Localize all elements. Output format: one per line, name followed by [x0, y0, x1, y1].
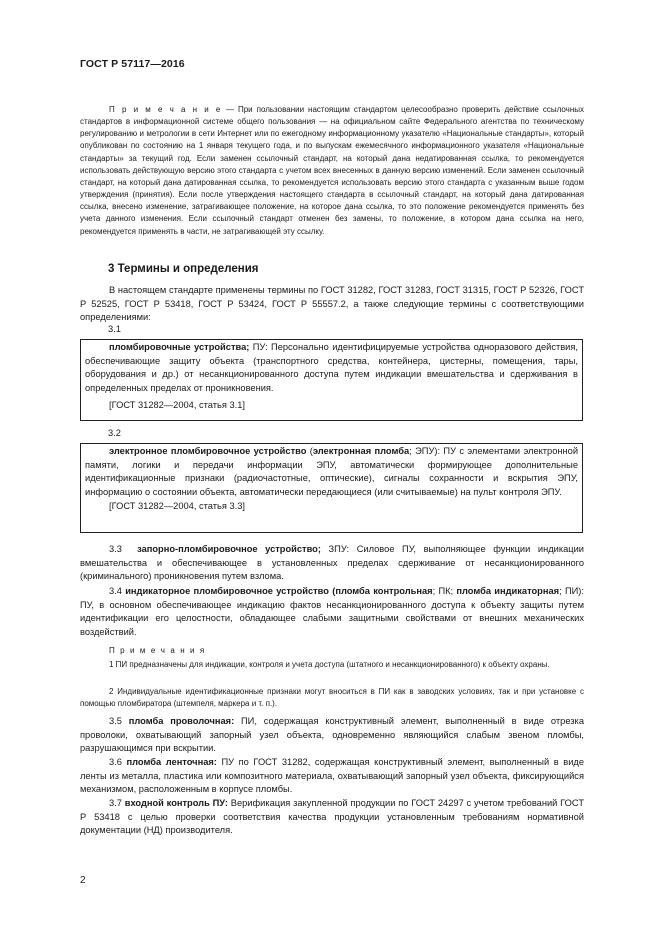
term-3-3-number: 3.3 — [109, 544, 122, 554]
section-intro: В настоящем стандарте применены термины по ГОСТ 31282, ГОСТ 31283, ГОСТ 31315, ГОСТ Р 52326, ГОСТ Р 52525, ГОСТ Р 53418, ГОСТ Р 53424, ГОСТ Р 55557.2, а также следующие термины с соответствующими определениями: — [80, 285, 584, 323]
term-3-7-number: 3.7 — [109, 798, 122, 808]
term-3-2-reference: [ГОСТ 31282—2004, статья 3.3] — [109, 501, 245, 512]
term-3-4-number: 3.4 — [109, 586, 122, 596]
term-3-3-term: запорно-пломбировочное устройство; — [137, 544, 321, 554]
term-3-7-term: входной контроль ПУ: — [124, 798, 228, 808]
term-3-1-definition — [85, 341, 578, 395]
term-3-6-text: ПУ по ГОСТ 31282, содержащая конструктивный элемент, выполненный в виде ленты из металла, пластика или композитного материала, охватывающий запорный узел объекта, фиксирующийся механизмом, расположенным в корпусе пломбы. — [80, 757, 584, 795]
term-3-3 — [80, 543, 584, 584]
term-3-7-text: Верификация закупленной продукции по ГОСТ 24297 с учетом требований ГОСТ Р 53418 с целью проверки соответствия качества продукции установленным требованиям нормативной документации (НД) производителя. — [80, 798, 584, 836]
notes-label — [80, 645, 584, 657]
term-3-2-alt-term: электронная пломба — [312, 446, 410, 456]
term-3-6 — [80, 756, 584, 797]
note-2: 2 Индивидуальные идентификационные признаки могут вноситься в ПИ как в заводских условиях, так и при установке с помощью пломбиратора (штемпеля, маркера и т. п.). — [80, 687, 584, 709]
term-3-2-abbr: ; ЭПУ — [409, 446, 435, 456]
term-3-4-alt-term: пломба индикаторная — [456, 586, 560, 596]
term-3-5-term: пломба проволочная: — [128, 716, 235, 726]
term-3-3-abbr: ЗПУ — [320, 544, 347, 554]
term-3-4-text: ; ПИ): ПУ, в основном обеспечивающее индикацию фактов несанкционированного доступа к объекту защиты путем идентификации его целостности, обладающее слабыми защитными свойствами от внешних механических воздействий. — [80, 586, 584, 637]
term-3-1-number: 3.1 — [108, 324, 121, 334]
term-3-1-box — [80, 339, 583, 421]
term-3-4-abbr: ; ПК; — [432, 586, 457, 596]
notes-label-text: П р и м е ч а н и я — [109, 646, 206, 655]
note-1: 1 ПИ предназначены для индикации, контроля и учета доступа (штатного и несанкционированного) к объекту охраны. — [109, 660, 550, 669]
term-3-1-term: пломбировочные устройства; — [109, 342, 250, 352]
term-3-2-number: 3.2 — [108, 428, 121, 438]
term-3-4 — [80, 585, 584, 639]
section-title: 3 Термины и определения — [108, 263, 259, 275]
reference-note — [80, 104, 584, 238]
term-3-2-box — [80, 443, 583, 533]
term-3-2-paren-open: ( — [306, 446, 313, 456]
note-text: — При пользовании настоящим стандартом целесообразно проверить действие ссылочных стандартов в информационной системе общего пользования — на официальном сайте Федерального агентства по техническому регулированию и метрологии в сети Интернет или по ежегодному информационному указателю «Национальные стандарты», который опубликован по состоянию на 1 января текущего года, и по выпускам ежемесячного информационного указателя «Национальные стандарты» за текущий год. Если заменен ссылочный стандарт, на который дана недатированная ссылка, то рекомендуется использовать действующую версию этого стандарта с учетом всех внесенных в данную версию изменений. Если заменен ссылочный стандарт, на который дана датированная ссылка, то рекомендуется использовать версию этого стандарта с указанным выше годом утверждения (принятия). Если после утверждения настоящего стандарта в ссылочный стандарт, на который дана датированная ссылка, внесено изменение, затрагивающее положение, на которое дана ссылка, то это положение рекомендуется применять без учета данного изменения. Если ссылочный стандарт отменен без замены, то положение, в котором дана ссылка на него, рекомендуется применять в части, не затрагивающей эту ссылку. — [80, 105, 584, 236]
document-header: ГОСТ Р 57117—2016 — [80, 58, 185, 70]
term-3-5 — [80, 715, 584, 756]
term-3-5-text: ПИ, содержащая конструктивный элемент, выполненный в виде отрезка проволоки, охватывающий запорный узел объекта, одновременно являющийся слабым звеном пломбы, разрушающимся при вскрытии. — [80, 716, 584, 754]
term-3-7 — [80, 797, 584, 838]
term-3-2-text: ): ПУ с элементами электронной памяти, логики и передачи информации ЭПУ, автоматически формирующее дополнительные идентификационные признаки (радиочастотные, оптические), сигналы сохранности и вскрытия ЭПУ, информацию о состоянии объекта, автоматически передающиеся (или считываемые) на пульт контроля ЭПУ. — [85, 446, 579, 497]
term-3-1-reference: [ГОСТ 31282—2004, статья 3.1] — [109, 400, 245, 411]
term-3-4-term: индикаторное пломбировочное устройство (пломба контрольная — [125, 586, 433, 596]
term-3-2-term: электронное пломбировочное устройство — [109, 446, 307, 456]
page-number: 2 — [80, 875, 86, 886]
term-3-3-text: : Силовое ПУ, выполняющее функции индикации вмешательства и обеспечивающее в установленных пределах сдерживание от несанкционированного (криминального) проникновения путем взлома. — [80, 544, 584, 582]
note-label: П р и м е ч а н и е — [109, 105, 222, 114]
term-3-6-term: пломба ленточная: — [126, 757, 217, 767]
term-3-2-definition — [85, 445, 578, 499]
term-3-6-number: 3.6 — [109, 757, 122, 767]
term-3-1-text: ПУ: Персонально идентифицируемые устройства одноразового действия, обеспечивающие защиту объекта (транспортного средства, контейнера, цистерны, помещения, тары, оборудования и др.) от несанкционированного доступа путем индикации вмешательства и сдерживания в определенных пределах от проникновения. — [85, 342, 578, 393]
term-3-5-number: 3.5 — [109, 716, 122, 726]
